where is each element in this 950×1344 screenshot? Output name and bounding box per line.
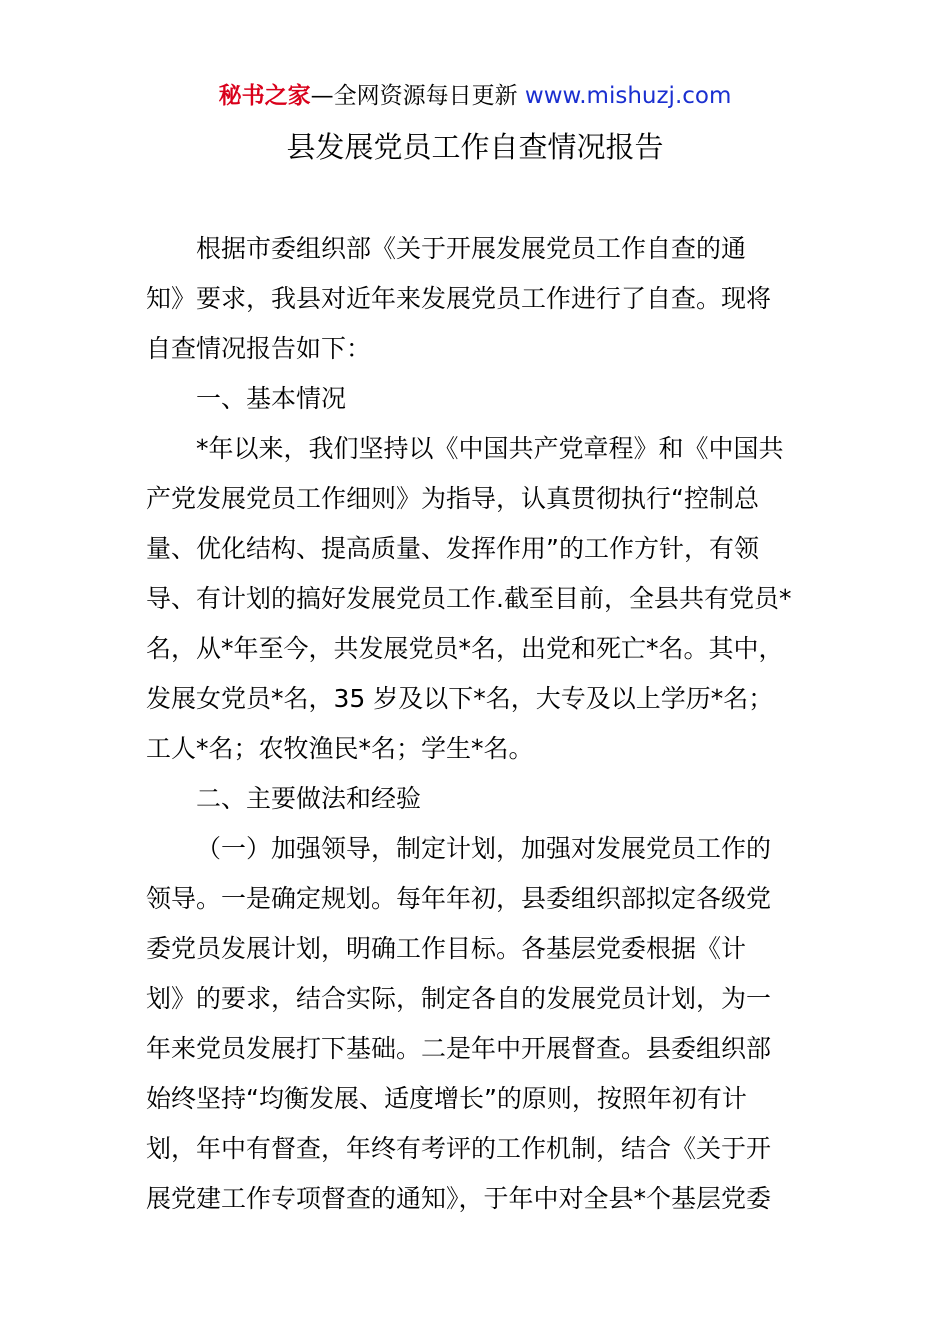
paragraph-line: 委党员发展计划，明确工作目标。各基层党委根据《计 [146, 934, 747, 963]
paragraph-line: （一）加强领导，制定计划，加强对发展党员工作的 [196, 834, 772, 863]
paragraph-line: 自查情况报告如下： [146, 334, 372, 363]
paragraph-line: 年来党员发展打下基础。二是年中开展督查。县委组织部 [146, 1034, 772, 1063]
section-heading-basic: 一、基本情况 [196, 384, 347, 413]
paragraph-line: *年以来，我们坚持以《中国共产党章程》和《中国共 [196, 434, 784, 463]
site-header [0, 80, 950, 112]
section-heading-practices: 二、主要做法和经验 [196, 784, 422, 813]
site-url-link[interactable]: www.mishuzj.com [524, 83, 732, 109]
paragraph-line: 划》的要求，结合实际，制定各自的发展党员计划，为一 [146, 984, 772, 1013]
paragraph-line: 发展女党员*名，35 岁及以下*名，大专及以上学历*名； [146, 684, 774, 713]
document-body [146, 224, 810, 1224]
paragraph-line: 工人*名；农牧渔民*名；学生*名。 [146, 734, 534, 763]
paragraph-line: 展党建工作专项督查的通知》，于年中对全县*个基层党委 [146, 1184, 772, 1213]
paragraph-line: 量、优化结构、提高质量、发挥作用”的工作方针，有领 [146, 534, 759, 563]
site-tagline: —全网资源每日更新 [310, 83, 525, 109]
paragraph-line: 始终坚持“均衡发展、适度增长”的原则，按照年初有计 [146, 1084, 747, 1113]
paragraph-line: 名，从*年至今，共发展党员*名，出党和死亡*名。其中， [146, 634, 784, 663]
paragraph-line: 产党发展党员工作细则》为指导，认真贯彻执行“控制总 [146, 484, 759, 513]
paragraph-line: 知》要求，我县对近年来发展党员工作进行了自查。现将 [146, 284, 772, 313]
site-brand: 秘书之家 [218, 83, 311, 109]
paragraph-line: 领导。一是确定规划。每年年初，县委组织部拟定各级党 [146, 884, 772, 913]
paragraph-line: 导、有计划的搞好发展党员工作.截至目前，全县共有党员* [146, 584, 792, 613]
document-title: 县发展党员工作自查情况报告 [286, 130, 664, 164]
paragraph-line: 根据市委组织部《关于开展发展党员工作自查的通 [196, 234, 747, 263]
paragraph-line: 划，年中有督查，年终有考评的工作机制，结合《关于开 [146, 1134, 772, 1163]
